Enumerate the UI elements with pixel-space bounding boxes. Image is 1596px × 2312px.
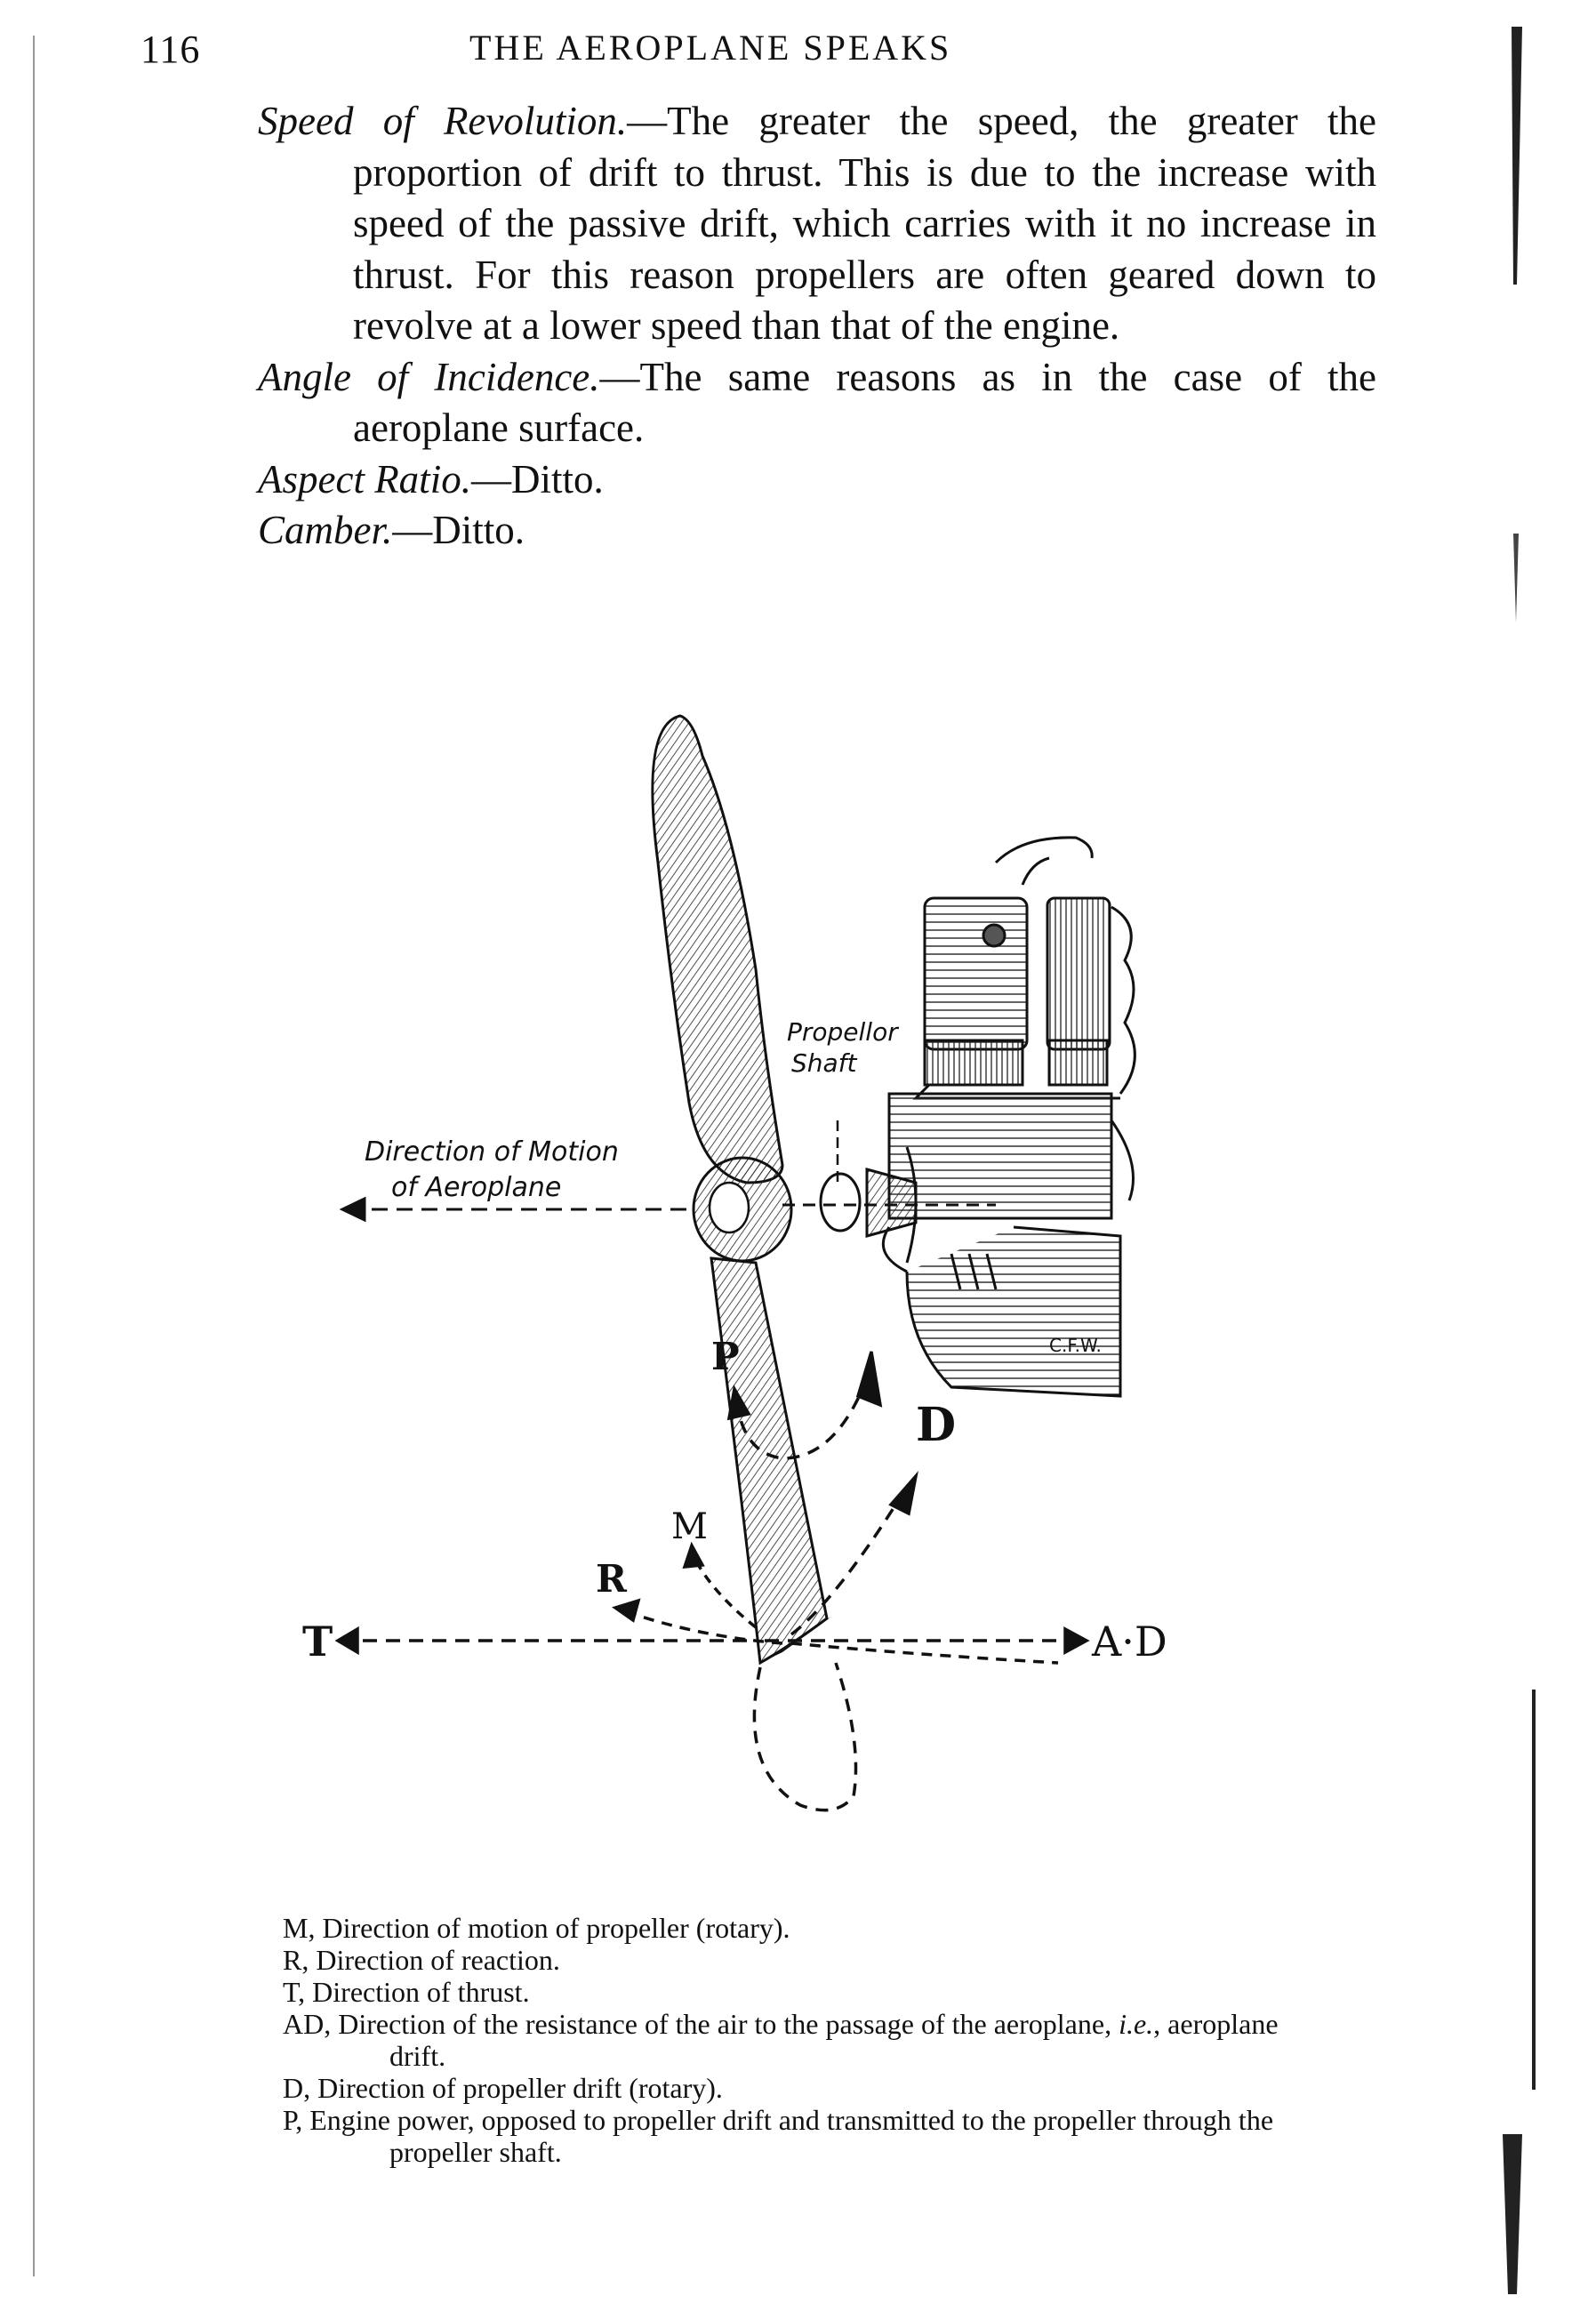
caption-t: T, Direction of thrust. [283,1976,530,2008]
label-propeller-shaft-line1: Propellor [787,1017,898,1047]
caption-r: R, Direction of reaction. [283,1944,560,1976]
caption-ad-text: AD, Direction of the resistance of the air to the passage of the aeroplane, [283,2008,1119,2040]
text-angle-of-incidence: —The same reasons as in the case of the aeroplane surface. [353,354,1376,450]
label-r: R [596,1557,627,1601]
label-ad: A·D [1092,1618,1167,1666]
caption-d: D, Direction of propeller drift (rotary). [283,2072,723,2104]
label-t: T [302,1618,333,1666]
label-direction-of-motion-line1: Direction of Motion [365,1136,619,1168]
label-d: D [916,1398,957,1452]
text-aspect-ratio: —Ditto. [470,456,604,502]
label-direction-of-motion-line2: of Aeroplane [391,1172,562,1203]
text-camber: —Ditto. [392,508,525,552]
caption-ad-end: , aeroplane drift. [389,2008,1279,2072]
running-title: THE AEROPLANE SPEAKS [469,28,952,68]
label-propeller-shaft-line2: Shaft [791,1048,857,1078]
caption-p: P, Engine power, opposed to propeller drift and transmitted to the propeller through the propeller shaft. [283,2104,1274,2168]
label-m: M [671,1506,708,1547]
term-angle-of-incidence: Angle of Incidence. [258,354,600,399]
term-camber: Camber. [258,508,393,552]
term-speed-of-revolution: Speed of Revolution. [258,99,628,143]
artist-signature: C.F.W. [1049,1335,1102,1356]
caption-ad-ie: i.e. [1119,2008,1154,2040]
text-speed-of-revolution: —The greater the speed, the greater the proportion of drift to thrust. This is due to the increase with speed of the passive drift, which carries with it no increase in thrust. For this reason propellers are often geared down to revolve at a lower speed than that of the engine. [353,99,1376,348]
term-aspect-ratio: Aspect Ratio. [258,456,471,502]
label-p: P [711,1335,740,1378]
page-number: 116 [140,28,201,71]
caption-m: M, Direction of motion of propeller (rotary). [283,1912,790,1944]
